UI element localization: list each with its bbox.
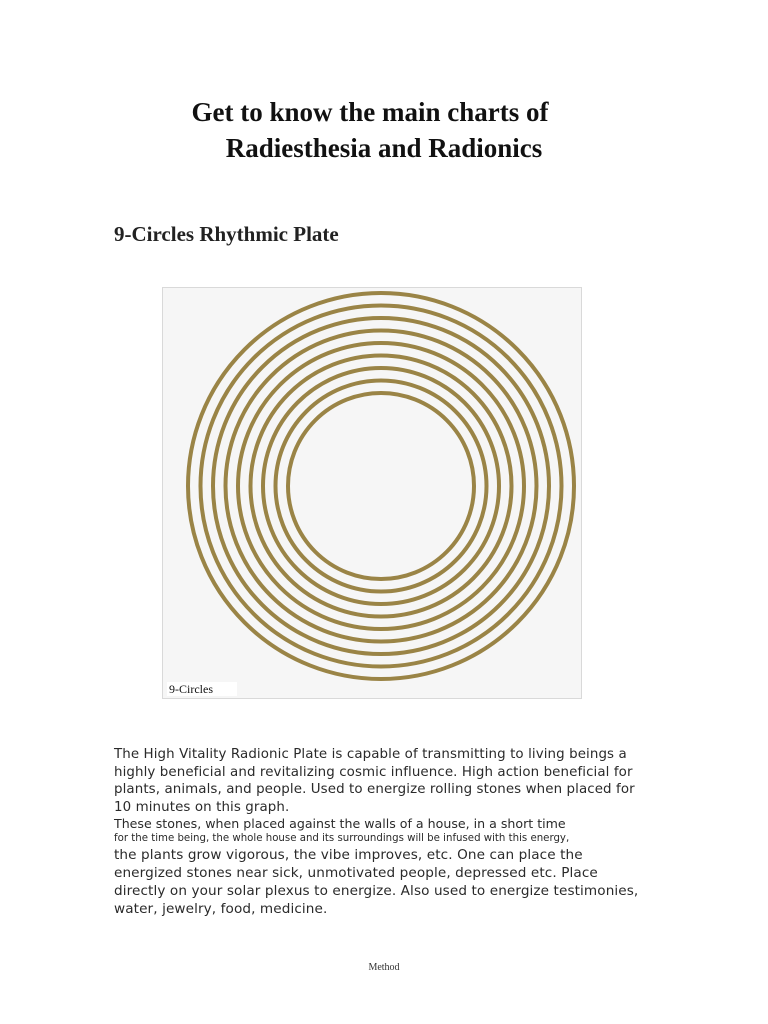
ring-1	[188, 293, 574, 679]
page-title-line-1: Get to know the main charts of	[191, 97, 549, 127]
footer-text: Method	[368, 962, 400, 973]
ring-2	[201, 306, 562, 667]
section-heading: 9-Circles Rhythmic Plate	[114, 222, 339, 246]
description-paragraph-3: for the time being, the whole house and its surroundings will be infused with this energy,	[114, 833, 570, 844]
ring-8	[276, 381, 487, 592]
description-paragraph-4: the plants grow vigorous, the vibe improves, etc. One can place the energized stones near sick, unmotivated people, depressed etc. Place directly on your solar plexus to energize. Also used to energize testimonies, water, jewelry, food, medicine.	[114, 847, 639, 917]
ring-7	[263, 368, 499, 604]
page-title-line-2: Radiesthesia and Radionics	[225, 133, 543, 163]
ring-5	[238, 343, 524, 629]
concentric-circles-graphic	[163, 288, 583, 700]
description-paragraph-1: The High Vitality Radionic Plate is capable of transmitting to living beings a highly beneficial and revitalizing cosmic influence. High action beneficial for plants, animals, and people. Used to energize rolling stones when placed for 10 minutes on this graph.	[114, 747, 635, 815]
description-paragraph-2: These stones, when placed against the walls of a house, in a short time	[114, 816, 566, 831]
page-title	[0, 94, 740, 166]
ring-9	[288, 393, 474, 579]
rhythmic-plate-figure	[162, 287, 582, 699]
description-text	[114, 746, 644, 918]
figure-label: 9-Circles	[167, 682, 237, 696]
ring-4	[226, 331, 537, 642]
